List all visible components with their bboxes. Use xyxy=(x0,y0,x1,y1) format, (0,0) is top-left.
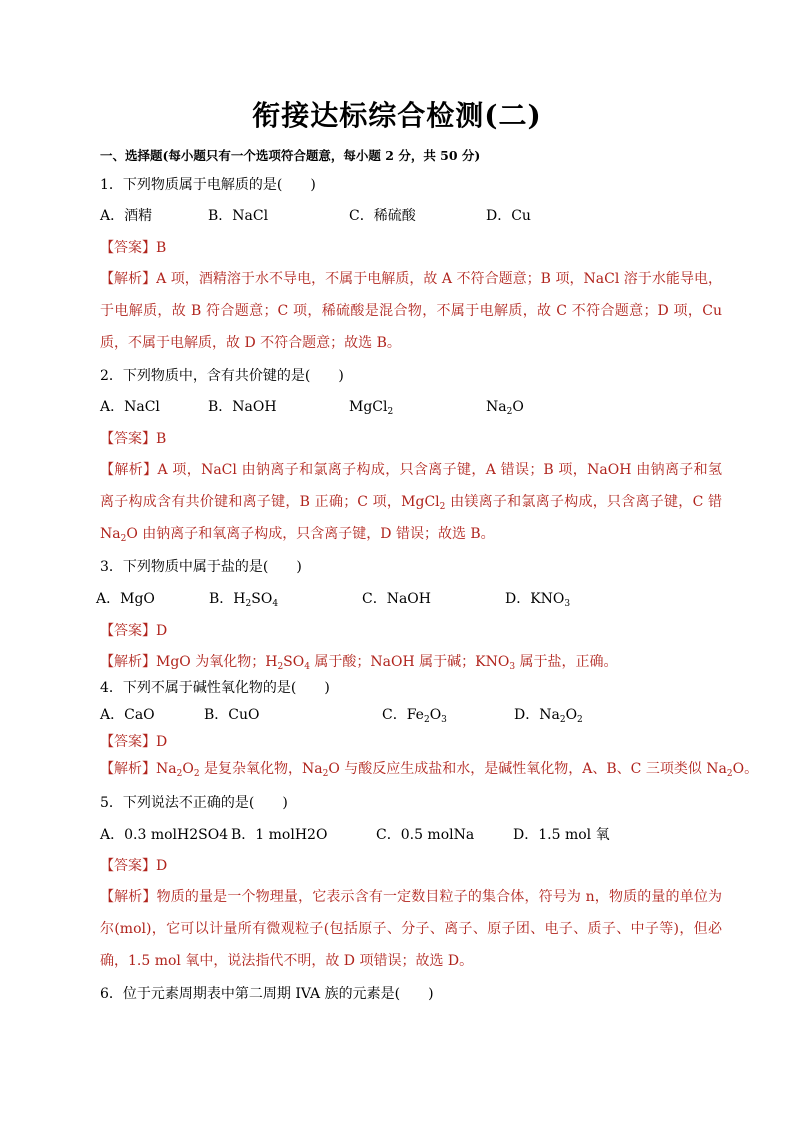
question-5-analysis xyxy=(100,881,722,977)
answer-value: D xyxy=(156,734,168,750)
analysis-line: 于电解质，故 B 符合题意；C 项，稀硫酸是混合物，不属于电解质，故 C 不符合题意；D 项，Cu xyxy=(100,303,722,319)
question-1-analysis xyxy=(100,263,722,359)
answer-label: 【答案】 xyxy=(100,858,156,874)
answer-label: 【答案】 xyxy=(100,431,156,447)
analysis-line: 【解析】A 项，NaCl 由钠离子和氯离子构成，只含离子键，A 错误；B 项，NaOH 由钠离子和氢 xyxy=(100,462,722,478)
answer-label: 【答案】 xyxy=(100,240,156,256)
option-d: D．$KNO_3$ xyxy=(505,591,571,609)
analysis-label: 【解析】 xyxy=(100,654,156,670)
analysis-label: 【解析】 xyxy=(100,889,157,905)
option-c: C．0.5 molNa xyxy=(376,827,475,843)
question-3-analysis xyxy=(100,653,618,671)
option-c: C．$Fe_2O_3$ xyxy=(382,707,447,725)
question-2-analysis xyxy=(100,454,722,550)
option-a: A．0.3 molH2SO4 xyxy=(100,827,229,843)
analysis-line: 离子构成含有共价键和离子键，B 正确；C 项，MgCl$_2$ 由镁离子和氯离子构成，只含离子键，C 错 xyxy=(100,494,722,512)
analysis-line: 尔(mol)，它可以计量所有微观粒子(包括原子、分子、离子、原子团、电子、质子、中子等)，但必 xyxy=(100,921,722,937)
question-5-stem: 5．下列说法不正确的是( ) xyxy=(100,795,288,811)
question-5-answer xyxy=(100,857,167,875)
analysis-label: 【解析】 xyxy=(100,271,157,287)
option-a: A．MgO xyxy=(96,591,155,607)
option-b: B．CuO xyxy=(204,707,260,723)
question-3-stem: 3．下列物质中属于盐的是( ) xyxy=(100,559,302,575)
answer-value: D xyxy=(156,623,168,639)
question-2-answer xyxy=(100,430,166,448)
option-b: B．NaCl xyxy=(208,208,269,224)
section-heading: 一、选择题(每小题只有一个选项符合题意，每小题 2 分，共 50 分) xyxy=(100,148,481,163)
question-4-stem: 4．下列不属于碱性氧化物的是( ) xyxy=(100,680,330,696)
option-b: B．NaOH xyxy=(208,399,277,415)
question-2-stem: 2．下列物质中，含有共价键的是( ) xyxy=(100,368,344,384)
option-c: C．NaOH xyxy=(362,591,431,607)
option-d: D．$Na_2O_2$ xyxy=(514,707,583,725)
answer-value: B xyxy=(156,240,167,256)
analysis-line: MgO 为氧化物；$H_2SO_4$ 属于酸；NaOH 属于碱；$KNO_3$ 属于盐，正确。 xyxy=(156,654,618,672)
analysis-line: 质，不属于电解质，故 D 不符合题意；故选 B。 xyxy=(100,335,401,351)
question-4-answer xyxy=(100,733,167,751)
analysis-line: $Na_2O_2$ 是复杂氧化物，$Na_2O$ 与酸反应生成盐和水，是碱性氧化物，A、B、C 三项类似 $Na_2O$。 xyxy=(156,761,759,779)
analysis-line: 确，1.5 mol 氧中，说法指代不明，故 D 项错误；故选 D。 xyxy=(100,953,474,969)
option-d: D．1.5 mol 氧 xyxy=(513,827,610,843)
answer-value: D xyxy=(156,858,168,874)
option-a: A．NaCl xyxy=(100,399,160,415)
option-a: A．CaO xyxy=(100,707,155,723)
option-b: B．1 molH2O xyxy=(231,827,328,843)
option-c: C．稀硫酸 xyxy=(349,208,416,224)
question-1-stem: 1．下列物质属于电解质的是( ) xyxy=(100,177,316,193)
option-d: $Na_2O$ xyxy=(486,399,524,417)
analysis-line: 【解析】物质的量是一个物理量，它表示含有一定数目粒子的集合体，符号为 n，物质的量的单位为 xyxy=(100,889,722,905)
option-d: D．Cu xyxy=(486,208,531,224)
analysis-line: 【解析】A 项，酒精溶于水不导电，不属于电解质，故 A 不符合题意；B 项，NaCl 溶于水能导电， xyxy=(100,271,722,287)
answer-label: 【答案】 xyxy=(100,623,156,639)
question-4-analysis xyxy=(100,760,758,778)
option-a: A．酒精 xyxy=(100,208,153,224)
option-b: B．$H_2SO_4$ xyxy=(209,591,279,609)
question-6-stem: 6．位于元素周期表中第二周期 IVA 族的元素是( ) xyxy=(100,986,434,1002)
question-3-answer xyxy=(100,622,167,640)
answer-label: 【答案】 xyxy=(100,734,156,750)
option-c: MgCl$_2$ xyxy=(349,399,394,417)
analysis-label: 【解析】 xyxy=(100,462,158,478)
analysis-line: $Na_2O$ 由钠离子和氧离子构成，只含离子键，D 错误；故选 B。 xyxy=(100,526,495,544)
analysis-label: 【解析】 xyxy=(100,761,156,777)
question-1-answer xyxy=(100,239,166,257)
page-title: 衔接达标综合检测(二) xyxy=(252,99,542,132)
answer-value: B xyxy=(156,431,167,447)
